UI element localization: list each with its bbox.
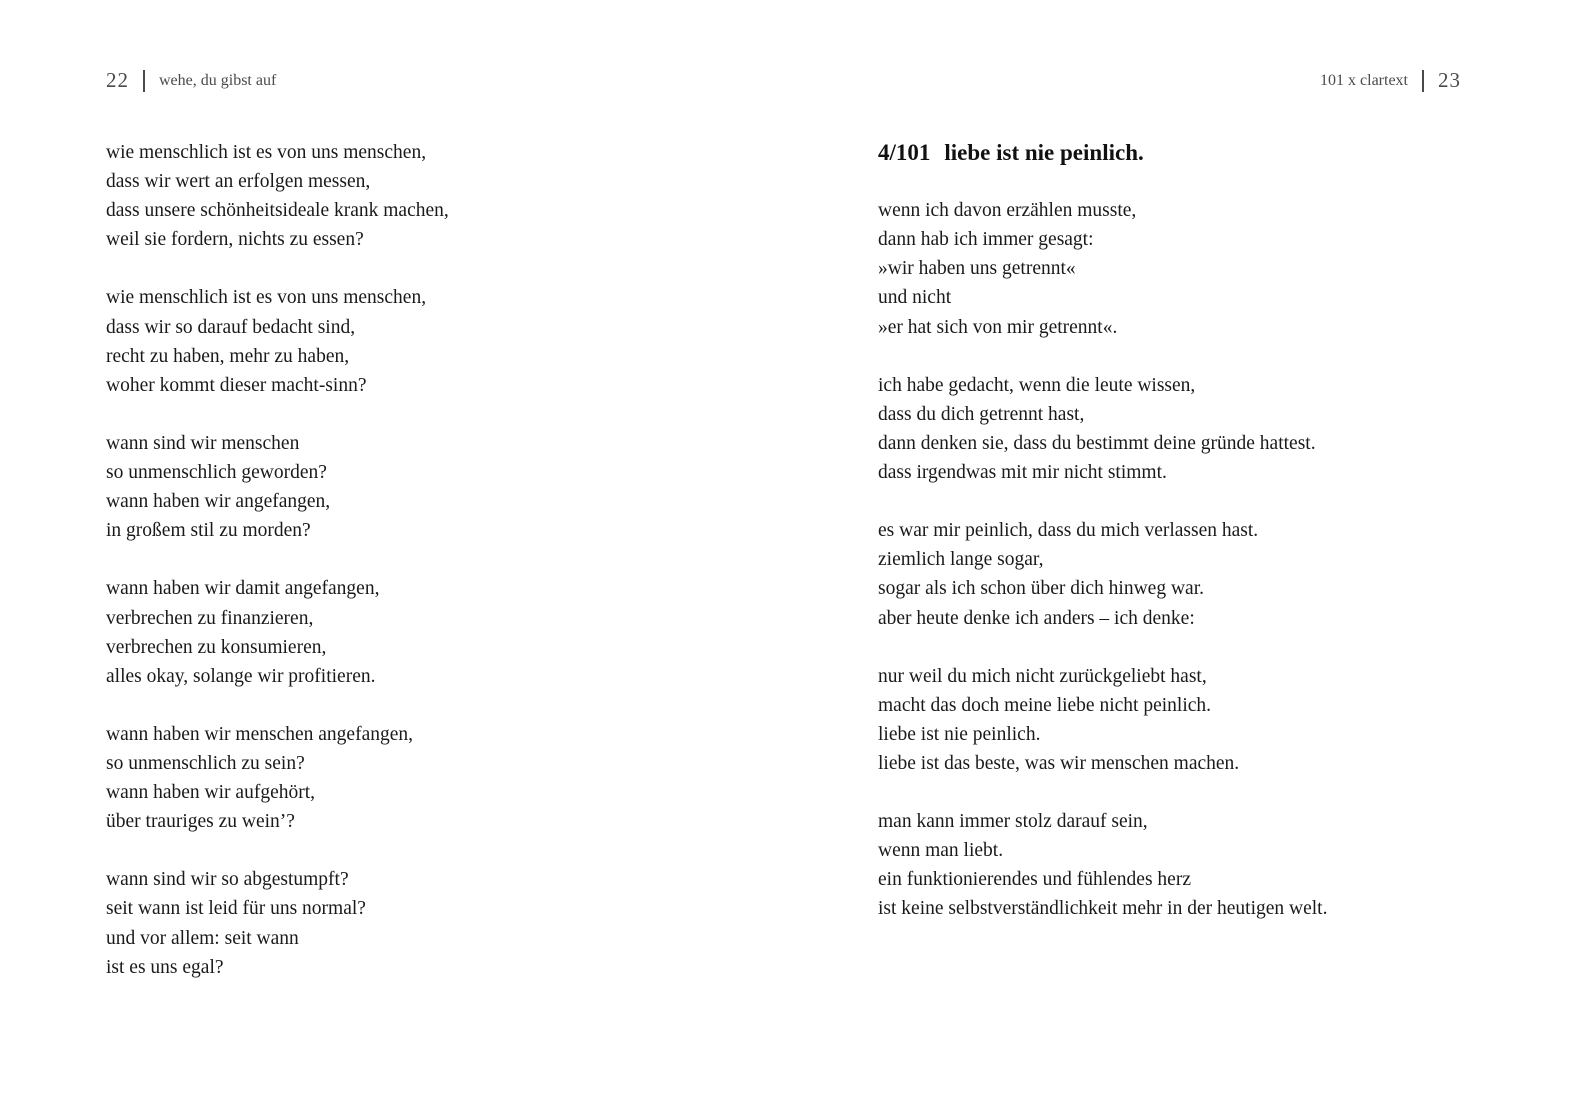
poem-line: woher kommt dieser macht-sinn? — [106, 374, 367, 396]
poem-line: verbrechen zu konsumieren, — [106, 636, 327, 658]
right-running-head — [1320, 68, 1461, 93]
poem-line: seit wann ist leid für uns normal? — [106, 898, 366, 920]
poem-line: dass wir wert an erfolgen messen, — [106, 171, 371, 193]
poem-line: »er hat sich von mir getrennt«. — [878, 316, 1118, 338]
poem-line: wann haben wir aufgehört, — [106, 782, 316, 804]
poem-line: dass du dich getrennt hast, — [878, 403, 1085, 425]
right-head-separator — [1422, 70, 1424, 92]
poem-line: wann sind wir so abgestumpft? — [106, 869, 349, 891]
poem-line: und vor allem: seit wann — [106, 927, 299, 949]
left-poem — [106, 138, 449, 982]
left-page — [0, 0, 785, 1110]
poem-line: »wir haben uns getrennt« — [878, 258, 1076, 280]
stanza — [106, 865, 449, 981]
poem-line: dann hab ich immer gesagt: — [878, 229, 1094, 251]
stanza — [878, 371, 1327, 487]
poem-heading — [878, 138, 1327, 167]
poem-line: wann sind wir menschen — [106, 432, 300, 454]
stanza — [878, 516, 1327, 632]
stanza — [106, 720, 449, 836]
poem-line: dass wir so darauf bedacht sind, — [106, 316, 356, 338]
poem-line: wenn ich davon erzählen musste, — [878, 200, 1137, 222]
poem-line: wann haben wir menschen angefangen, — [106, 723, 414, 745]
stanza — [106, 574, 449, 690]
poem-line: ziemlich lange sogar, — [878, 549, 1044, 571]
poem-line: recht zu haben, mehr zu haben, — [106, 345, 350, 367]
poem-line: weil sie fordern, nichts zu essen? — [106, 229, 364, 251]
poem-line: macht das doch meine liebe nicht peinlich. — [878, 694, 1212, 716]
poem-line: dass unsere schönheitsideale krank machen, — [106, 200, 449, 222]
poem-line: wie menschlich ist es von uns menschen, — [106, 287, 427, 309]
poem-line: dann denken sie, dass du bestimmt deine gründe hattest. — [878, 432, 1316, 454]
stanza — [106, 138, 449, 254]
stanza — [878, 662, 1327, 778]
poem-line: liebe ist nie peinlich. — [878, 723, 1041, 745]
poem-line: wann haben wir damit angefangen, — [106, 578, 380, 600]
stanza — [106, 283, 449, 399]
left-running-head — [106, 68, 276, 93]
poem-line: ein funktionierendes und fühlendes herz — [878, 869, 1191, 891]
poem-line: dass irgendwas mit mir nicht stimmt. — [878, 462, 1167, 484]
poem-line: ist keine selbstverständlichkeit mehr in der heutigen welt. — [878, 898, 1328, 920]
left-running-title: wehe, du gibst auf — [159, 71, 277, 89]
poem-line: liebe ist das beste, was wir menschen machen. — [878, 752, 1240, 774]
poem-line: wie menschlich ist es von uns menschen, — [106, 142, 427, 163]
right-page-number: 23 — [1438, 68, 1461, 92]
poem-line: wann haben wir angefangen, — [106, 491, 331, 513]
left-page-number: 22 — [106, 68, 129, 92]
stanza — [878, 807, 1327, 923]
poem-line: so unmenschlich geworden? — [106, 462, 327, 484]
poem-line: ist es uns egal? — [106, 956, 224, 978]
stanza — [878, 196, 1327, 341]
poem-line: nur weil du mich nicht zurückgeliebt hast, — [878, 665, 1207, 687]
right-page — [785, 0, 1571, 1110]
poem-line: und nicht — [878, 287, 952, 309]
poem-title: liebe ist nie peinlich. — [944, 140, 1144, 165]
poem-line: man kann immer stolz darauf sein, — [878, 811, 1148, 833]
left-head-separator — [143, 70, 145, 92]
poem-line: verbrechen zu finanzieren, — [106, 607, 314, 629]
stanza — [106, 429, 449, 545]
poem-line: es war mir peinlich, dass du mich verlassen hast. — [878, 520, 1259, 542]
poem-line: wenn man liebt. — [878, 840, 1004, 862]
poem-line: alles okay, solange wir profitieren. — [106, 665, 376, 687]
poem-line: so unmenschlich zu sein? — [106, 752, 305, 774]
right-running-title: 101 x clartext — [1320, 71, 1408, 89]
poem-line: in großem stil zu morden? — [106, 520, 311, 542]
poem-line: aber heute denke ich anders – ich denke: — [878, 607, 1195, 629]
poem-line: über trauriges zu wein’? — [106, 811, 295, 833]
right-poem — [878, 138, 1327, 924]
poem-line: sogar als ich schon über dich hinweg war. — [878, 578, 1204, 600]
poem-number: 4/101 — [878, 140, 931, 165]
poem-line: ich habe gedacht, wenn die leute wissen, — [878, 374, 1196, 396]
